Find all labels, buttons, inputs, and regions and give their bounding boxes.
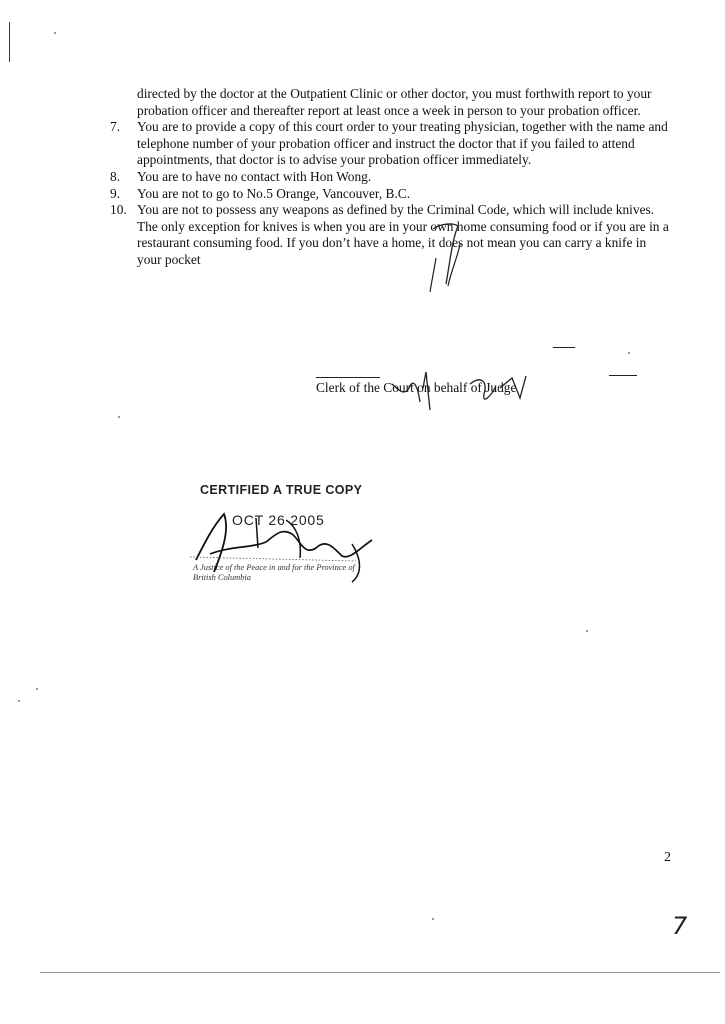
condition-item-7 [110,119,670,169]
scan-bottom-edge [40,972,720,973]
condition-text: You are not to possess any weapons as defined by the Criminal Code, which will include knives. The only exception for knives is when you are in your own home consuming food or if you are in a restaurant consuming food. If you don’t have a home, it does not mean you can carry a knife in your pocket [137,202,669,267]
certified-stamp-date: OCT 26 2005 [232,512,325,528]
scan-speck [628,352,630,354]
condition-number: 8. [110,168,121,184]
margin-mark [609,375,637,376]
condition-number: 10. [110,202,127,218]
scan-speck [432,918,434,920]
condition-text: You are to have no contact with Hon Wong. [137,168,372,184]
handwritten-page-number: 7 [672,912,688,940]
certified-stamp-caption: A Justice of the Peace in and for the Province of British Columbia [193,563,355,582]
condition-text: You are to provide a copy of this court order to your treating physician, together with the name and telephone number of your probation officer and instruct the doctor that if you failed to attend appointments, that doctor is to advise your probation officer immediately. [137,119,668,168]
scan-speck [586,630,588,632]
page-number: 2 [664,850,671,865]
scan-speck [118,416,120,418]
scan-speck [18,700,20,702]
scan-speck [36,688,38,690]
scan-speck [54,32,56,34]
signature-line [316,377,380,378]
condition-item-9 [110,186,670,203]
certified-stamp-title: CERTIFIED A TRUE COPY [200,483,363,497]
stamp-signature-line [190,557,356,561]
continuation-paragraph: directed by the doctor at the Outpatient Clinic or other doctor, you must forthwith report to your probation officer and thereafter report at least once a week in person to your probation officer. [137,86,652,118]
signature-caption: Clerk of the Court on behalf of Judge [316,380,517,395]
condition-number: 7. [110,119,121,135]
condition-item-8 [110,169,670,186]
stamp-signature [210,532,372,557]
condition-item-10 [110,202,670,268]
conditions-list [110,86,670,269]
scan-edge-mark [9,22,10,62]
condition-number: 9. [110,185,121,201]
condition-text: You are not to go to No.5 Orange, Vancouver, B.C. [137,185,411,201]
margin-mark [553,347,575,348]
